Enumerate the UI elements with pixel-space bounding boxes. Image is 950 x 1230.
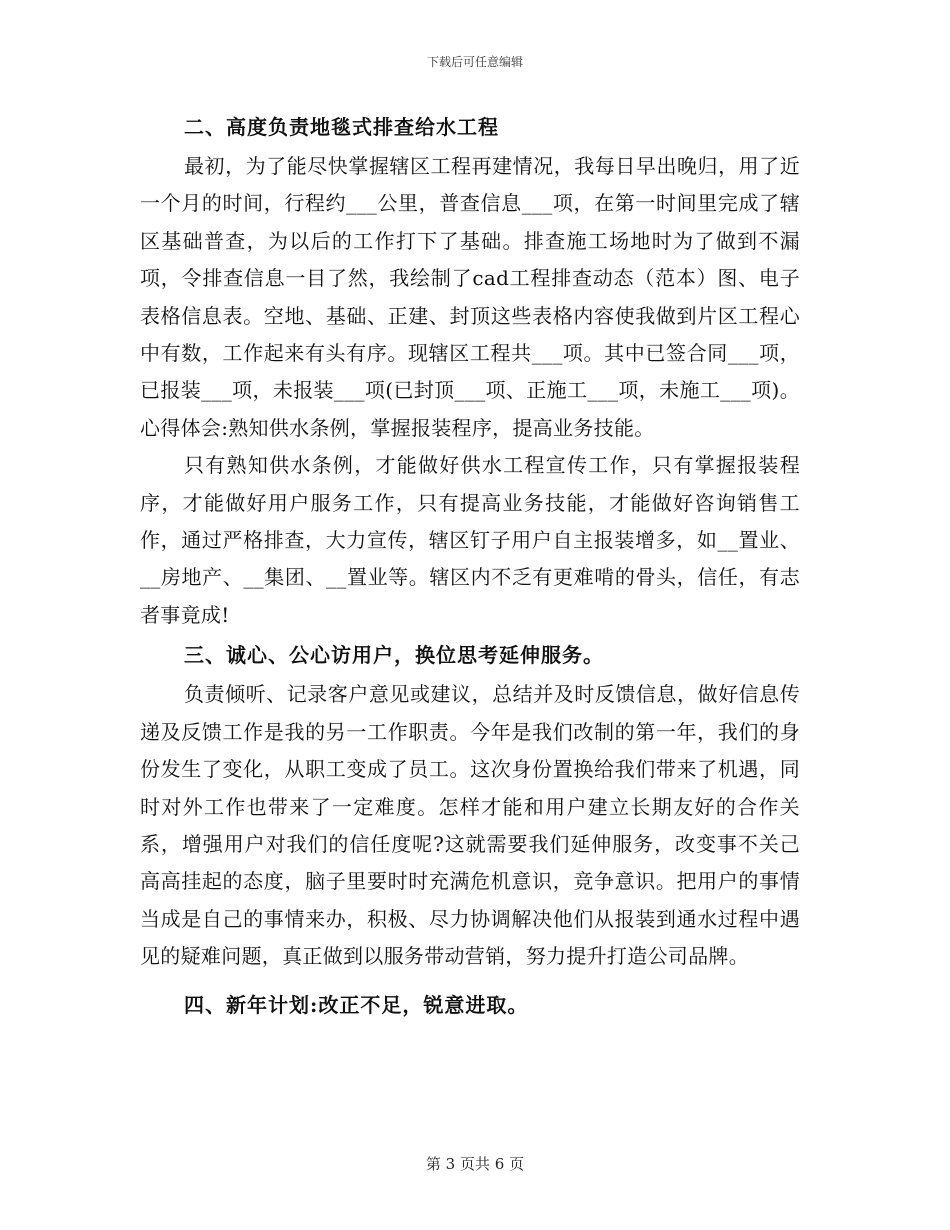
page-footer: 第 3 页共 6 页 <box>425 1155 525 1173</box>
section-heading-2: 二、高度负责地毯式排查给水工程 <box>184 115 499 139</box>
paragraph-survey: 最初，为了能尽快掌握辖区工程再建情况，我每日早出晚归，用了近一个月的时间，行程约___公里，普查信息___项，在第一时间里完成了辖区基础普查，为以后的工作打下了基础。排查施工场地时为了做到不漏项，令排查信息一目了然，我绘制了cad工程排查动态（范本）图、电子表格信息表。空地、基础、正建、封顶这些表格内容使我做到片区工程心中有数，工作起来有头有序。现辖区工程共___项。其中已签合同___项，已报装___项，未报装___项(已封顶___项、正施工___项，未施工___项)。心得体会:熟知供水条例，掌握报装程序，提高业务技能。 <box>140 154 800 440</box>
paragraph-regulations: 只有熟知供水条例，才能做好供水工程宣传工作，只有掌握报装程序，才能做好用户服务工作，只有提高业务技能，才能做好咨询销售工作，通过严格排查，大力宣传，辖区钉子用户自主报装增多，如__置业、__房地产、__集团、__置业等。辖区内不乏有更难啃的骨头，信任，有志者事竟成! <box>140 453 800 627</box>
section-heading-4: 四、新年计划:改正不足，锐意进取。 <box>184 992 529 1017</box>
section-heading-3: 三、诚心、公心访用户，换位思考延伸服务。 <box>184 643 604 668</box>
paragraph-service: 负责倾听、记录客户意见或建议，总结并及时反馈信息，做好信息传递及反馈工作是我的另一工作职责。今年是我们改制的第一年，我们的身份发生了变化，从职工变成了员工。这次身份置换给我们带来了机遇，同时对外工作也带来了一定难度。怎样才能和用户建立长期友好的合作关系，增强用户对我们的信任度呢?这就需要我们延伸服务，改变事不关己高高挂起的态度，脑子里要时时充满危机意识，竞争意识。把用户的事情当成是自己的事情来办，积极、尽力协调解决他们从报装到通水过程中遇见的疑难问题，真正做到以服务带动营销，努力提升打造公司品牌。 <box>140 682 800 969</box>
header-note: 下载后可任意编辑 <box>426 55 523 69</box>
document-body <box>140 110 800 1026</box>
